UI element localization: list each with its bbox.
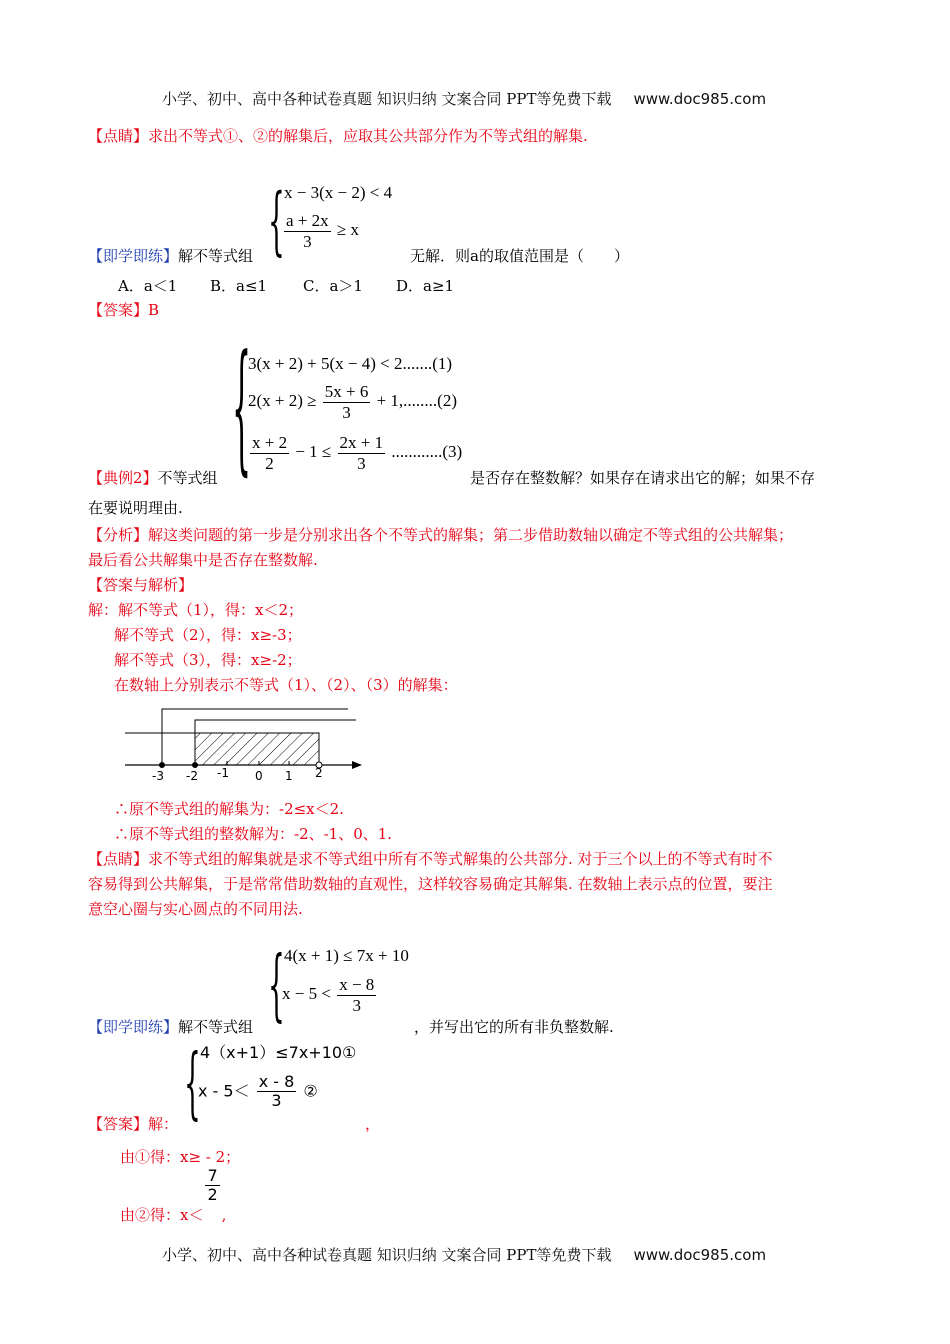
analysis-line1 bbox=[88, 526, 793, 544]
practice1-answer-tag: 【答案】 bbox=[88, 301, 149, 319]
solution-line2: 解不等式（2），得：x≥-3； bbox=[114, 626, 302, 644]
practice1-prefix: 解不等式组 bbox=[178, 247, 254, 265]
example2-eq2-den: 3 bbox=[342, 402, 351, 422]
practice2-line bbox=[88, 1018, 253, 1036]
set-x-lt-2 bbox=[195, 733, 319, 765]
practice2-brace: { bbox=[268, 940, 285, 1031]
answer-ineq1: 4（x+1）≤7x+10① bbox=[200, 1043, 357, 1062]
solution-line4: 在数轴上分别表示不等式（1）、（2）、（3）的解集： bbox=[114, 676, 458, 694]
practice1-ineq2-rhs: ≥ x bbox=[336, 219, 359, 239]
practice2-suffix: ，并写出它的所有非负整数解. bbox=[414, 1018, 614, 1036]
practice2-ineq2 bbox=[282, 975, 378, 1015]
footer-text: 小学、初中、高中各种试卷真题 知识归纳 文案合同 PPT等免费下载 bbox=[162, 1246, 612, 1264]
footer-site: www.doc985.com bbox=[633, 1246, 767, 1264]
analysis-line2: 最后看公共解集中是否存在整数解. bbox=[88, 551, 318, 569]
axis-label-1: 1 bbox=[285, 769, 293, 783]
answer-ineq2 bbox=[198, 1073, 318, 1111]
practice2-ineq2-den: 3 bbox=[352, 995, 361, 1015]
practice2-prefix: 解不等式组 bbox=[178, 1018, 254, 1036]
practice2-answer-line bbox=[88, 1115, 178, 1133]
example2-tag: 【典例2】 bbox=[88, 469, 158, 487]
example2-eq3-num2: 2x + 1 bbox=[339, 433, 384, 452]
example2-prefix: 不等式组 bbox=[157, 469, 218, 487]
practice1-option-c: C．a＞1 bbox=[303, 277, 363, 295]
practice1-answer bbox=[88, 301, 159, 319]
example2-eq3-den1: 2 bbox=[265, 453, 274, 473]
practice1-ineq2-den: 3 bbox=[303, 231, 312, 251]
example2-eq3 bbox=[248, 433, 462, 473]
example2-eq3-right: ............(3) bbox=[391, 441, 463, 461]
example2-eq2-right: + 1,........(2) bbox=[376, 390, 458, 410]
practice2-answer-tag: 【答案】 bbox=[88, 1115, 149, 1133]
answer-ineq2-num: x - 8 bbox=[258, 1072, 295, 1091]
practice1-option-b: B．a≤1 bbox=[210, 277, 268, 295]
example2-suffix: 是否存在整数解？如果存在请求出它的解；如果不存 bbox=[470, 469, 816, 487]
tip1-text: 求出不等式①、②的解集后，应取其公共部分作为不等式组的解集. bbox=[148, 127, 588, 145]
axis-label-minus2: -2 bbox=[186, 769, 198, 783]
example2-eq2 bbox=[248, 382, 457, 422]
header-text: 小学、初中、高中各种试卷真题 知识归纳 文案合同 PPT等免费下载 bbox=[162, 90, 612, 108]
page-header bbox=[162, 90, 766, 108]
step1: 由①得：x≥ - 2； bbox=[120, 1148, 241, 1166]
tip2-line2: 容易得到公共解集，于是常常借助数轴的直观性，这样较容易确定其解集. 在数轴上表示点的位置，要注 bbox=[88, 875, 773, 893]
practice1-answer-value: B bbox=[148, 301, 160, 319]
solution-line1: 解：解不等式（1），得：x＜2； bbox=[88, 601, 304, 619]
answer-ineq2-left: x - 5＜ bbox=[198, 1081, 250, 1101]
example2-line2: 在要说明理由. bbox=[88, 499, 183, 517]
example2-eq2-left: 2(x + 2) ≥ bbox=[248, 390, 317, 410]
axis-label-minus3: -3 bbox=[152, 769, 164, 783]
solution-line3: 解不等式（3），得：x≥-2； bbox=[114, 651, 302, 669]
practice1-ineq1: x − 3(x − 2) < 4 bbox=[284, 183, 393, 202]
axis-label-2: 2 bbox=[315, 766, 323, 780]
example2-line bbox=[88, 469, 218, 487]
example2-eq1: 3(x + 2) + 5(x − 4) < 2.......(1) bbox=[248, 354, 453, 373]
practice1-option-a: A．a＜1 bbox=[118, 277, 178, 295]
step2-den: 2 bbox=[207, 1185, 218, 1205]
answer-brace: { bbox=[184, 1038, 201, 1129]
step2-suffix: , bbox=[221, 1205, 227, 1224]
practice1-tag: 【即学即练】 bbox=[88, 247, 179, 265]
practice2-tag: 【即学即练】 bbox=[88, 1018, 179, 1036]
tip2-line3: 意空心圈与实心圆点的不同用法. bbox=[88, 900, 303, 918]
step2 bbox=[120, 1166, 227, 1224]
conclusion-line2: ∴原不等式组的整数解为：-2、-1、0、1. bbox=[114, 825, 393, 843]
tip1-tag: 【点睛】 bbox=[88, 127, 149, 145]
tip2-line1 bbox=[88, 850, 773, 868]
practice1-ineq2-num: a + 2x bbox=[286, 211, 329, 230]
practice2-answer-prefix: 解： bbox=[148, 1115, 179, 1133]
analysis-tag: 【分析】 bbox=[88, 526, 149, 544]
step2-num: 7 bbox=[207, 1166, 218, 1185]
solid-point-minus3 bbox=[159, 762, 165, 768]
practice2-ineq2-left: x − 5 < bbox=[282, 983, 331, 1003]
tip2-text1: 求不等式组的解集就是求不等式组中所有不等式解集的公共部分. 对于三个以上的不等式有时不 bbox=[148, 850, 773, 868]
solid-point-minus2 bbox=[192, 762, 198, 768]
example2-eq3-den2: 3 bbox=[357, 453, 366, 473]
header-site: www.doc985.com bbox=[633, 90, 767, 108]
answer-ineq2-den: 3 bbox=[271, 1091, 282, 1111]
practice1-brace: { bbox=[268, 178, 285, 265]
example2-eq3-mid: − 1 ≤ bbox=[295, 441, 332, 461]
practice2-answer-comma: ， bbox=[365, 1115, 381, 1133]
example2-eq2-num: 5x + 6 bbox=[324, 382, 369, 401]
practice2-ineq1: 4(x + 1) ≤ 7x + 10 bbox=[284, 946, 409, 965]
tip2-tag: 【点睛】 bbox=[88, 850, 149, 868]
page-footer bbox=[162, 1246, 766, 1264]
axis-label-minus1: -1 bbox=[217, 766, 229, 780]
practice1-line bbox=[88, 247, 253, 265]
practice1-ineq2 bbox=[282, 211, 359, 251]
example2-eq3-num1: x + 2 bbox=[252, 433, 288, 452]
axis-label-0: 0 bbox=[255, 769, 263, 783]
answer-ineq2-circ: ② bbox=[303, 1081, 318, 1101]
practice1-suffix: 无解．则a的取值范围是（ ） bbox=[410, 247, 629, 265]
analysis-text1: 解这类问题的第一步是分别求出各个不等式的解集；第二步借助数轴以确定不等式组的公共解集； bbox=[148, 526, 794, 544]
practice1-option-d: D．a≥1 bbox=[396, 277, 455, 295]
conclusion-line1: ∴原不等式组的解集为：-2≤x＜2. bbox=[114, 800, 344, 818]
number-line-diagram bbox=[120, 700, 370, 790]
answer-analysis-tag: 【答案与解析】 bbox=[88, 576, 194, 594]
example2-brace: { bbox=[232, 326, 252, 491]
tip1-line bbox=[88, 127, 588, 145]
practice2-ineq2-num: x − 8 bbox=[339, 975, 375, 994]
axis-arrow bbox=[352, 761, 362, 769]
step2-prefix: 由②得：x＜ bbox=[120, 1205, 204, 1224]
